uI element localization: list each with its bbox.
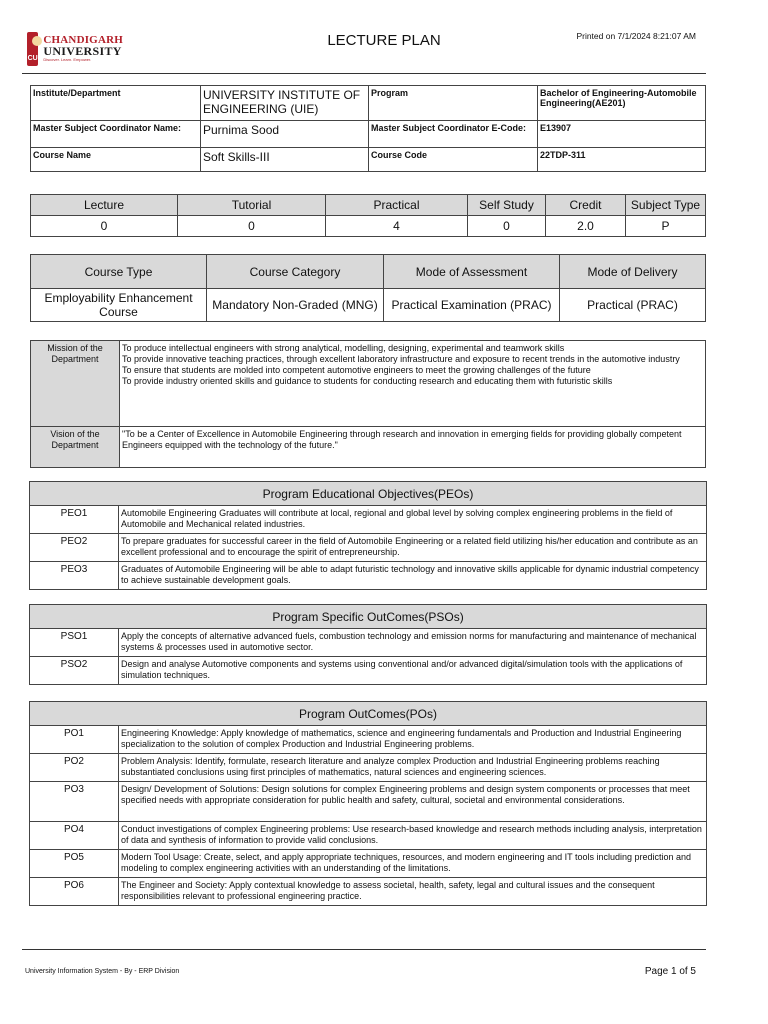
practical-value: 4 xyxy=(326,216,468,237)
mission-line: To provide innovative teaching practices, through excellent laboratory infrastructure and exposure to recent trends in the automotive industry xyxy=(122,354,680,364)
peo-code: PEO3 xyxy=(30,562,119,590)
mission-vision-table xyxy=(30,340,706,468)
po-code: PO3 xyxy=(30,782,119,822)
peo-code: PEO1 xyxy=(30,506,119,534)
course-info-table xyxy=(30,85,706,172)
mode-of-delivery-value: Practical (PRAC) xyxy=(560,289,706,322)
pso-code: PSO2 xyxy=(30,657,119,685)
po-text: Conduct investigations of complex Engineering problems: Use research-based knowledge and research methods including analysis, interpretation of data and synthesis of information to provide valid conclusions. xyxy=(119,822,707,850)
logo-line2: UNIVERSITY xyxy=(43,44,122,58)
program-label: Program xyxy=(369,86,538,121)
logo-tagline: Discover. Learn. Empower. xyxy=(43,57,92,62)
mode-of-delivery-header: Mode of Delivery xyxy=(560,255,706,289)
po-code: PO4 xyxy=(30,822,119,850)
po-text: Problem Analysis: Identify, formulate, research literature and analyze complex Production and Industrial Engineering problems reaching substantiated conclusions using first principles of mathematics, natural sciences and engineering sciences. xyxy=(119,754,707,782)
practical-header: Practical xyxy=(326,195,468,216)
course-code-value: 22TDP-311 xyxy=(538,148,706,172)
peo-text: Graduates of Automobile Engineering will be able to adapt futuristic technology and innovative skills applicable for dynamic industrial competency to achieve sustainable development goals. xyxy=(119,562,707,590)
pso-text: Apply the concepts of alternative advanced fuels, combustion technology and emission norms for manufacturing and maintenance of mechanical systems & processes used in automotive sector. xyxy=(119,629,707,657)
pso-title: Program Specific OutComes(PSOs) xyxy=(30,605,707,629)
pso-code: PSO1 xyxy=(30,629,119,657)
po-code: PO5 xyxy=(30,850,119,878)
self-study-header: Self Study xyxy=(468,195,546,216)
course-code-label: Course Code xyxy=(369,148,538,172)
mode-of-assessment-header: Mode of Assessment xyxy=(384,255,560,289)
logo-line1: CHANDIGARH xyxy=(43,34,123,46)
po-code: PO1 xyxy=(30,726,119,754)
mode-of-assessment-value: Practical Examination (PRAC) xyxy=(384,289,560,322)
course-type-value: Employability Enhancement Course xyxy=(31,289,207,322)
po-text: Modern Tool Usage: Create, select, and apply appropriate techniques, resources, and modern engineering and IT tools including prediction and modeling to complex engineering activities with an understanding of the limitations. xyxy=(119,850,707,878)
credit-value: 2.0 xyxy=(546,216,626,237)
footer-divider xyxy=(22,949,706,950)
peo-title: Program Educational Objectives(PEOs) xyxy=(30,482,707,506)
institute-label: Institute/Department xyxy=(31,86,201,121)
header-divider xyxy=(22,73,706,74)
po-code: PO2 xyxy=(30,754,119,782)
course-category-value: Mandatory Non-Graded (MNG) xyxy=(207,289,384,322)
po-text: Engineering Knowledge: Apply knowledge of mathematics, science and engineering fundamentals and Production and Industrial Engineering specialization to the solution of complex Production and Industrial Engineering problems. xyxy=(119,726,707,754)
self-study-value: 0 xyxy=(468,216,546,237)
peo-code: PEO2 xyxy=(30,534,119,562)
peo-text: Automobile Engineering Graduates will contribute at local, regional and global level by solving complex engineering problems in the field of Automobile and Mechanical related industries. xyxy=(119,506,707,534)
po-table xyxy=(29,701,707,906)
crest-icon: CU xyxy=(27,32,38,66)
course-name-value: Soft Skills-III xyxy=(201,148,369,172)
page-title: LECTURE PLAN xyxy=(327,32,441,49)
po-title: Program OutComes(POs) xyxy=(30,702,707,726)
pso-text: Design and analyse Automotive components and systems using conventional and/or advanced digital/simulation tools with the applications of simulation techniques. xyxy=(119,657,707,685)
po-text: The Engineer and Society: Apply contextual knowledge to assess societal, health, safety, legal and cultural issues and the consequent responsibilities relevant to professional engineering practice. xyxy=(119,878,707,906)
credits-table xyxy=(30,194,706,237)
po-text: Design/ Development of Solutions: Design solutions for complex Engineering problems and design system components or processes that meet specified needs with appropriate consideration for public health and safety, cultural, societal and environmental considerations. xyxy=(119,782,707,822)
page-number: Page 1 of 5 xyxy=(644,966,696,977)
vision-label: Vision of the Department xyxy=(31,427,120,468)
course-name-label: Course Name xyxy=(31,148,201,172)
credit-header: Credit xyxy=(546,195,626,216)
msc-ecode-value: E13907 xyxy=(538,121,706,148)
msc-ecode-label: Master Subject Coordinator E-Code: xyxy=(369,121,538,148)
peo-text: To prepare graduates for successful career in the field of Automobile Engineering or a related field utilizing his/her education and contribute as an excellent professional and to encourage the spirit of entrepreneurship. xyxy=(119,534,707,562)
lecture-value: 0 xyxy=(31,216,178,237)
msc-name-label: Master Subject Coordinator Name: xyxy=(31,121,201,148)
footer-system-name: University Information System - By - ERP Division xyxy=(25,968,180,975)
program-value: Bachelor of Engineering-Automobile Engineering(AE201) xyxy=(538,86,706,121)
institute-value: UNIVERSITY INSTITUTE OF ENGINEERING (UIE) xyxy=(201,86,369,121)
po-code: PO6 xyxy=(30,878,119,906)
msc-name-value: Purnima Sood xyxy=(201,121,369,148)
mission-text xyxy=(120,341,706,427)
mission-label: Mission of the Department xyxy=(31,341,120,427)
lecture-header: Lecture xyxy=(31,195,178,216)
mission-line: To provide industry oriented skills and guidance to students for conducting research and educating them with futuristic skills xyxy=(122,376,613,386)
mission-line: To ensure that students are molded into competent automotive engineers to meet the growing challenges of the future xyxy=(122,365,591,375)
peo-table xyxy=(29,481,707,590)
pso-table xyxy=(29,604,707,685)
course-category-header: Course Category xyxy=(207,255,384,289)
tutorial-header: Tutorial xyxy=(178,195,326,216)
subject-type-header: Subject Type xyxy=(626,195,706,216)
vision-text: "To be a Center of Excellence in Automobile Engineering through research and innovation in emerging fields for providing globally competent Engineers equipped with the technology of the future." xyxy=(120,427,706,468)
tutorial-value: 0 xyxy=(178,216,326,237)
printed-timestamp: Printed on 7/1/2024 8:21:07 AM xyxy=(576,31,696,41)
subject-type-value: P xyxy=(626,216,706,237)
course-type-header: Course Type xyxy=(31,255,207,289)
mission-line: To produce intellectual engineers with strong analytical, modelling, designing, experimental and teamwork skills xyxy=(122,343,565,353)
course-type-table xyxy=(30,254,706,322)
